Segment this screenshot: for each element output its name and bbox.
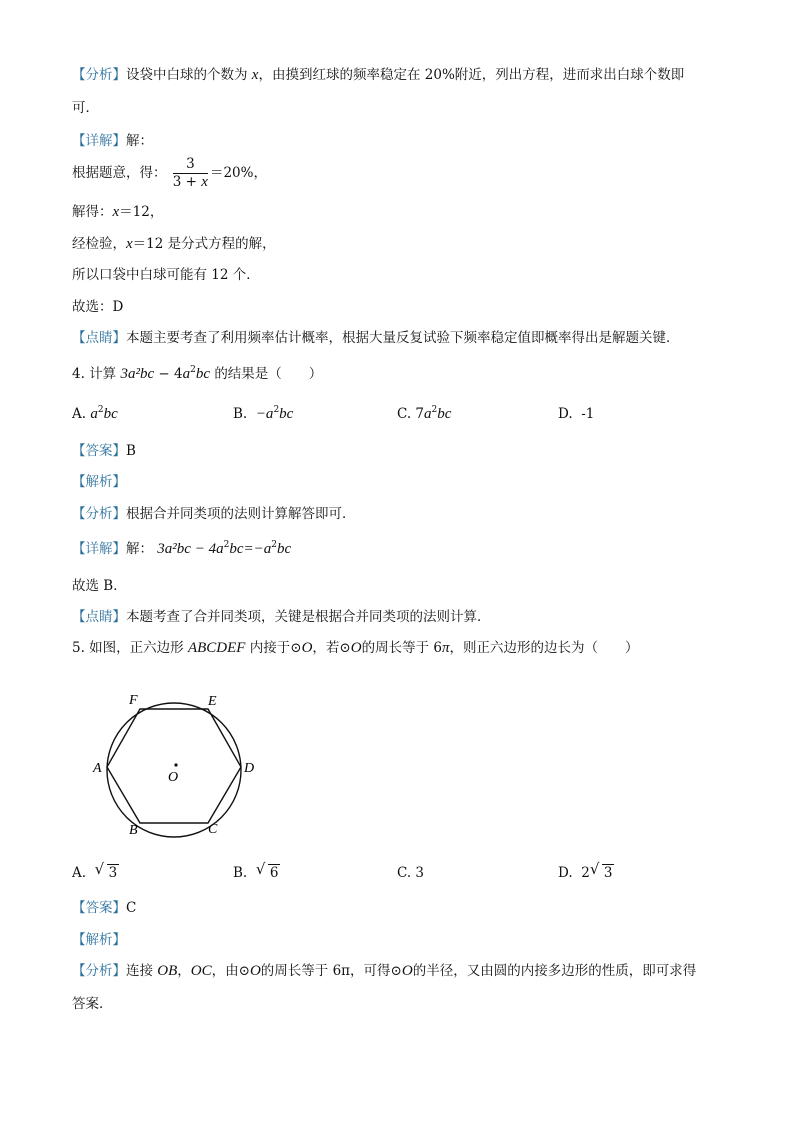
label-o: O xyxy=(168,770,179,785)
question-4: 4. 计算 $3a^2bc - 4a^2bc$ 的结果是（ ） xyxy=(72,365,323,382)
q4-analysis: 【分析】根据合并同类项的法则计算解答即可． xyxy=(72,506,356,522)
choice-line: 故选：D xyxy=(72,299,124,315)
comment-tag: 【点睛】 xyxy=(72,330,126,346)
sqrt-symbol: √ 3 xyxy=(589,860,613,881)
label-b: B xyxy=(129,823,138,838)
q5-option-c[interactable]: C. 3 xyxy=(397,865,425,881)
comment-line: 【点睛】本题主要考查了利用频率估计概率，根据大量反复试验下频率稳定值即概率得出是解题关键． xyxy=(72,330,680,346)
label-c: C xyxy=(208,822,218,837)
q4-option-b[interactable]: B. $-a^2bc$ xyxy=(233,405,294,422)
equation-line: 根据题意，得： $\frac{3}{3 + x}$ ＝20%， xyxy=(72,156,267,190)
label-a: A xyxy=(93,761,102,776)
q4-answer: 【答案】B xyxy=(72,443,136,459)
center-point xyxy=(174,763,177,766)
answer-tag: 【答案】 xyxy=(72,443,126,459)
question-5: 5. 如图，正六边形 ABCDEF 内接于⊙O，若⊙O的周长等于 6π，则正六边形的边长为（ ） xyxy=(72,640,639,656)
q5-answer: 【答案】C xyxy=(72,900,137,916)
q4-option-a[interactable]: A. $a^2bc$ xyxy=(72,405,118,422)
q5-option-b[interactable]: B. √ 6 xyxy=(233,860,279,881)
analysis-line-2: 可． xyxy=(72,100,99,116)
q4-explanation-tag: 【解析】 xyxy=(72,474,126,490)
check-line: 经检验，x＝12 是分式方程的解， xyxy=(72,236,276,252)
label-e: E xyxy=(208,694,217,709)
q5-option-d[interactable]: D. 2 √ 3 xyxy=(558,860,613,881)
label-d: D xyxy=(244,761,255,776)
q4-comment: 【点睛】本题考查了合并同类项，关键是根据合并同类项的法则计算． xyxy=(72,609,491,625)
sqrt-symbol: √ 6 xyxy=(255,860,279,881)
conclusion-line: 所以口袋中白球可能有 12 个． xyxy=(72,267,260,283)
q4-detail: 【详解】解： $3a^2bc - 4a^2bc=-a^2bc$ xyxy=(72,540,292,557)
q4-option-c[interactable]: C. $7a^2bc$ xyxy=(397,405,452,422)
analysis-tag: 【分析】 xyxy=(72,67,126,83)
label-f: F xyxy=(129,693,138,708)
hexagon-abcdef xyxy=(107,709,241,823)
solve-line: 解得：x＝12， xyxy=(72,204,164,220)
q5-analysis-line-2: 答案． xyxy=(72,996,113,1012)
q5-analysis-line-1: 【分析】连接 OB，OC，由⊙O的周长等于 6π，可得⊙O的半径，又由圆的内接多边形的性质，即可求得 xyxy=(72,963,697,979)
detail-tag: 【详解】 xyxy=(72,133,126,149)
q5-option-a[interactable]: A. √ 3 xyxy=(72,860,118,881)
q5-explanation-tag: 【解析】 xyxy=(72,932,126,948)
sqrt-symbol: √ 3 xyxy=(94,860,118,881)
q4-option-d[interactable]: D. -1 xyxy=(558,406,595,422)
hexagon-figure xyxy=(88,688,268,838)
fraction: $\frac{3}{3 + x}$ xyxy=(172,156,208,190)
analysis-line-1: 【分析】设袋中白球的个数为 x，由摸到红球的频率稳定在 20%附近，列出方程，进而求出白球个数即 xyxy=(72,67,685,83)
q4-choice: 故选 B． xyxy=(72,578,127,594)
detail-line: 【详解】解： xyxy=(72,133,153,149)
